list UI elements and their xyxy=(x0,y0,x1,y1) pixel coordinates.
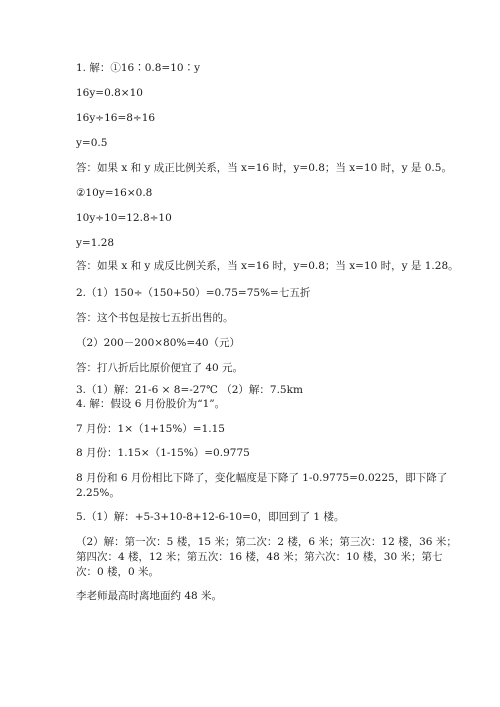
text-line: 2.（1）150÷（150+50）=0.75=75%=七五折 xyxy=(76,287,311,299)
text-line: 李老师最高时离地面约 48 米。 xyxy=(76,590,223,602)
text-line: （2）200－200×80%=40（元） xyxy=(76,337,241,349)
text-line: 1. 解：①16∶0.8=10∶y xyxy=(76,62,201,74)
text-line: 4. 解：假设 6 月份股价为“1”。 xyxy=(76,398,226,410)
text-line: 16y=0.8×10 xyxy=(76,87,143,99)
text-line: y=1.28 xyxy=(76,237,115,249)
text-line: 次：0 楼，0 米。 xyxy=(76,566,160,578)
text-line: 8 月份和 6 月份相比下降了，变化幅度是下降了 1-0.9775=0.0225，即下降了 xyxy=(76,472,448,484)
text-line: y=0.5 xyxy=(76,137,108,149)
text-line: ②10y=16×0.8 xyxy=(76,187,153,199)
text-line: 7 月份：1×（1+15%）=1.15 xyxy=(76,423,225,435)
text-line: 第四次：4 楼，12 米；第五次：16 楼，48 米；第六次：10 楼，30 米；第七 xyxy=(76,551,443,563)
text-line: 答：如果 x 和 y 成正比例关系，当 x=16 时，y=0.8；当 x=10 时，y 是 0.5。 xyxy=(76,162,452,174)
text-line: 5.（1）解：+5-3+10-8+12-6-10=0，即回到了 1 楼。 xyxy=(76,511,345,523)
text-line: 答：如果 x 和 y 成反比例关系，当 x=16 时，y=0.8；当 x=10 时，y 是 1.28。 xyxy=(76,260,459,272)
text-line: 10y÷10=12.8÷10 xyxy=(76,212,172,224)
text-line: （2）解：第一次：5 楼，15 米；第二次：2 楼，6 米；第三次：12 楼，36 米； xyxy=(76,536,457,548)
text-line: 2.25%。 xyxy=(76,487,120,499)
text-line: 答：打八折后比原价便宜了 40 元。 xyxy=(76,362,244,374)
text-line: 8 月份：1.15×（1-15%）=0.9775 xyxy=(76,447,250,459)
text-line: 16y÷16=8÷16 xyxy=(76,112,156,124)
text-line: 答：这个书包是按七五折出售的。 xyxy=(76,312,234,324)
text-line: 3.（1）解：21-6 × 8=-27℃ （2）解：7.5km xyxy=(76,384,303,396)
